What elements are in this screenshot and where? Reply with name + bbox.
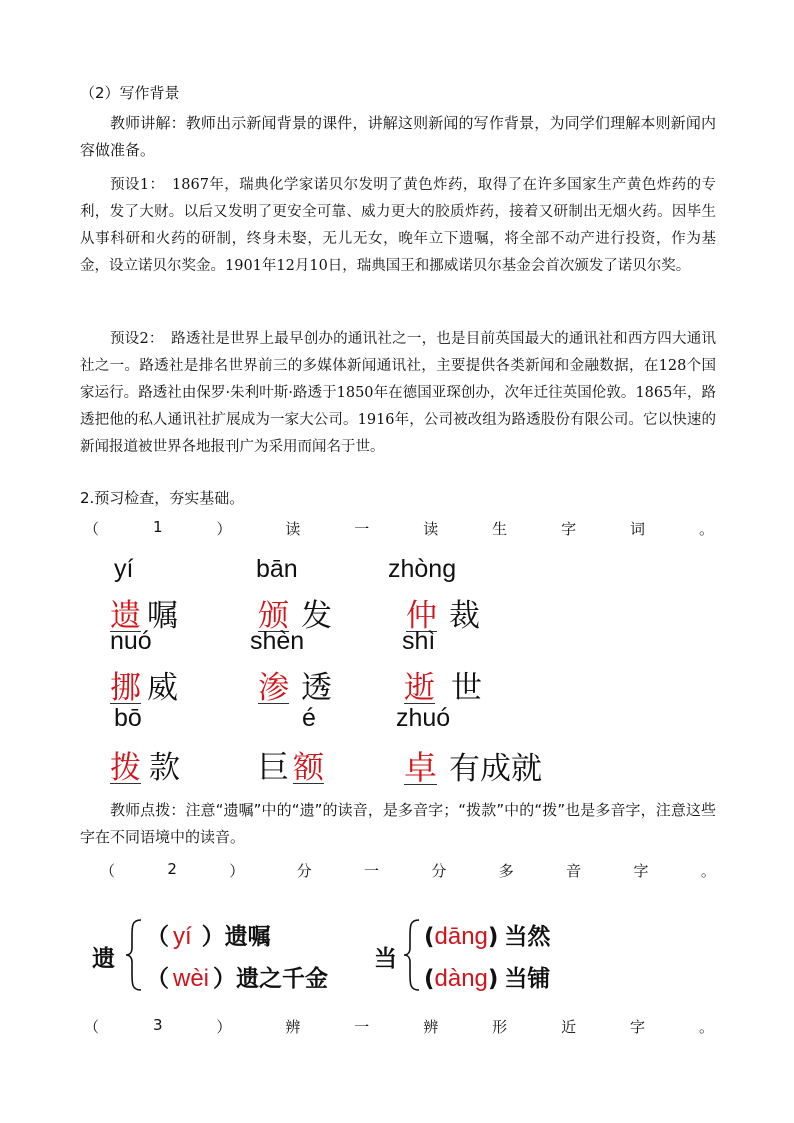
word-nuowei — [110, 662, 178, 707]
sub3-char: （ — [84, 1018, 100, 1036]
word-red-char: 渗 — [258, 670, 289, 706]
close-paren: ) — [487, 924, 499, 950]
teacher-tip-paragraph: 教师点拨：注意“遗嘱”中的“遗”的读音，是多音字；“拨款”中的“拨”也是多音字，注意这些字在不同语境中的读音。 — [80, 801, 716, 846]
sub3-char: 3 — [152, 1016, 163, 1034]
sub3-char: 辨 — [285, 1018, 301, 1036]
poly-item-yi — [146, 918, 271, 951]
word-red-char: 仲 — [406, 598, 437, 634]
sub2-char: 一 — [364, 862, 380, 880]
sub2-char: 。 — [700, 862, 716, 880]
sub1-char: 1 — [152, 518, 163, 536]
word-rest-char: 世 — [451, 670, 482, 706]
open-paren: （ — [146, 966, 169, 992]
word-bokuan — [110, 742, 180, 787]
close-paren: ) — [487, 966, 499, 992]
pinyin-nuo: nuó — [110, 627, 152, 655]
section-heading-background: （2）写作背景 — [80, 84, 180, 102]
word-red-char: 逝 — [404, 670, 435, 706]
word-rest-char: 款 — [149, 750, 180, 786]
word-jue — [258, 742, 324, 787]
word-rest-char: 巨 — [258, 750, 289, 786]
sub3-char: 。 — [698, 1018, 714, 1036]
sub1-char: 读 — [423, 520, 439, 538]
sub3-char: 近 — [561, 1018, 577, 1036]
poly-item-dang4 — [424, 960, 550, 993]
sub2-char: 多 — [498, 862, 514, 880]
close-paren: ） — [201, 924, 225, 950]
right-brace-icon — [402, 918, 422, 992]
sub2-char: ） — [229, 862, 245, 880]
poly-pinyin: yí — [173, 923, 192, 950]
word-rest-char: 透 — [301, 670, 332, 706]
open-paren: ( — [424, 966, 435, 992]
pinyin-shen: shèn — [250, 627, 305, 655]
word-shishi — [404, 662, 482, 707]
poly-item-wei — [146, 960, 328, 993]
sub2-char: 2 — [167, 860, 177, 878]
sub1-char: 一 — [354, 520, 370, 538]
word-zhuoyouchengjiu — [404, 742, 542, 789]
sub1-char: 词 — [630, 520, 646, 538]
poly-char-yi: 遗 — [92, 946, 115, 972]
pinyin-shi: shì — [402, 627, 436, 655]
subheading-polyphonic — [100, 860, 716, 881]
sub1-char: 字 — [561, 520, 577, 538]
pinyin-zhong: zhòng — [388, 555, 457, 583]
sub2-char: 字 — [633, 862, 649, 880]
sub2-char: 分 — [296, 862, 312, 880]
section-heading-preview: 2.预习检查，夯实基础。 — [80, 489, 245, 507]
word-rest-char: 有成就 — [449, 751, 542, 787]
poly-word: 当铺 — [504, 966, 551, 992]
poly-char-dang: 当 — [374, 946, 397, 972]
preset1-paragraph: 预设1： 1867年，瑞典化学家诺贝尔发明了黄色炸药，取得了在许多国家生产黄色炸药的专利，发了大财。以后又发明了更安全可靠、威力更大的胶质炸药，接着又研制出无烟火药。因毕生从事科研和火药的研制，终身未娶，无儿无女，晚年立下遗嘱，将全部不动产进行投资，作为基金，设立诺贝尔奖金。1901年12月10日，瑞典国王和挪威诺贝尔基金会首次颁发了诺贝尔奖。 — [80, 177, 716, 274]
poly-word: 遗嘱 — [224, 924, 271, 950]
pinyin-zhuo: zhuó — [396, 704, 451, 732]
teacher-explain-paragraph: 教师讲解：教师出示新闻背景的课件，讲解这则新闻的写作背景，为同学们理解本则新闻内容做准备。 — [80, 114, 716, 159]
poly-word: 遗之千金 — [236, 966, 329, 992]
subheading-read-words — [84, 518, 714, 539]
poly-pinyin: dāng — [434, 923, 488, 950]
word-red-char: 遗 — [110, 598, 141, 634]
pinyin-yi: yí — [114, 555, 134, 583]
word-rest-char: 嘱 — [147, 598, 178, 634]
sub3-char: 辨 — [423, 1018, 439, 1036]
sub1-char: 生 — [492, 520, 508, 538]
open-paren: （ — [146, 924, 169, 950]
word-shentou — [258, 662, 332, 707]
open-paren: ( — [424, 924, 435, 950]
word-red-char: 拨 — [110, 750, 141, 786]
poly-word: 当然 — [504, 924, 551, 950]
word-rest-char: 裁 — [449, 598, 480, 634]
sub3-char: 一 — [354, 1018, 370, 1036]
sub2-char: 分 — [431, 862, 447, 880]
left-brace-icon — [124, 918, 144, 992]
sub2-char: （ — [100, 862, 116, 880]
pinyin-bo: bō — [114, 704, 142, 732]
pinyin-ban: bān — [256, 555, 298, 583]
sub1-char: （ — [84, 520, 100, 538]
preset2-paragraph: 预设2： 路透社是世界上最早创办的通讯社之一，也是目前英国最大的通讯社和西方四大通讯社之一。路透社是排名世界前三的多媒体新闻通讯社，主要提供各类新闻和金融数据，在128个国家运行。路透社由保罗·朱利叶斯·路透于1850年在德国亚琛创办，次年迁往英国伦敦。1865年，路透把他的私人通讯社扩展成为一家大公司。1916年，公司被改组为路透股份有限公司。它以快速的新闻报道被世界各地报刊广为采用而闻名于世。 — [80, 331, 716, 455]
sub3-char: ） — [216, 1018, 232, 1036]
subheading-similar-chars — [84, 1016, 714, 1037]
close-paren: ） — [213, 966, 237, 992]
sub1-char: ） — [216, 520, 232, 538]
word-red-char: 卓 — [404, 748, 437, 787]
sub1-char: 读 — [285, 520, 301, 538]
word-rest-char: 发 — [301, 598, 332, 634]
sub3-char: 字 — [630, 1018, 646, 1036]
sub2-char: 音 — [566, 862, 582, 880]
word-rest-char: 威 — [147, 670, 178, 706]
poly-pinyin: dàng — [434, 965, 488, 992]
pinyin-e: é — [302, 704, 316, 732]
sub3-char: 形 — [492, 1018, 508, 1036]
word-red-char: 颁 — [258, 598, 289, 634]
poly-pinyin: wèi — [173, 965, 210, 992]
word-red-char: 挪 — [110, 670, 141, 706]
word-red-char: 额 — [293, 750, 324, 786]
sub1-char: 。 — [698, 520, 714, 538]
poly-item-dang1 — [424, 918, 550, 951]
